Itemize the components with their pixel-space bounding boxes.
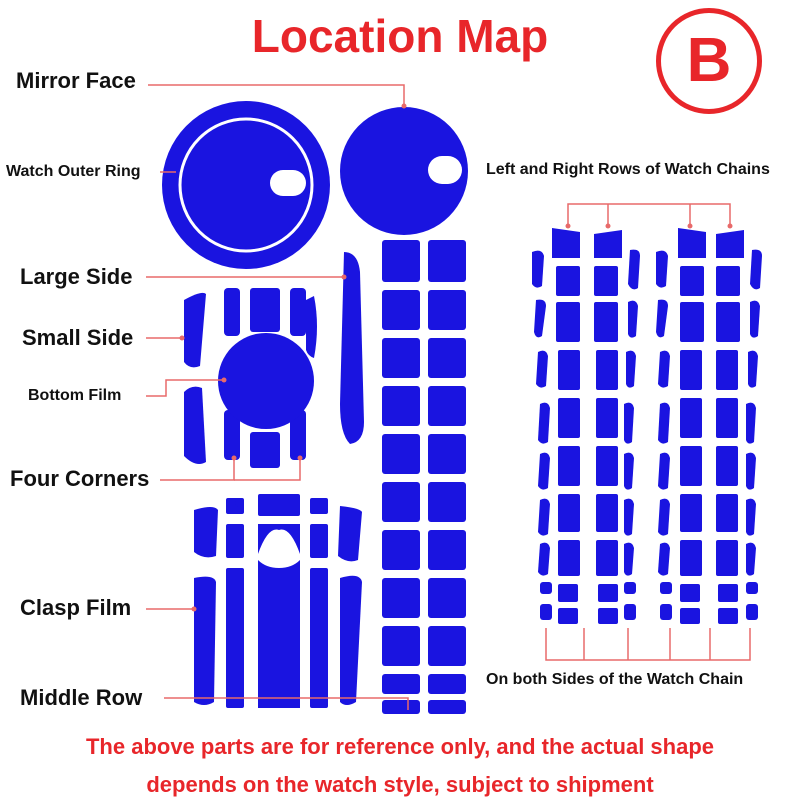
bottom-film-piece — [218, 333, 314, 429]
mirror-face-piece — [340, 107, 468, 235]
label-watch-outer-ring: Watch Outer Ring — [6, 163, 141, 180]
footer-note-line-1: The above parts are for reference only, and the actual shape — [85, 734, 715, 759]
label-left-right-rows: Left and Right Rows of Watch Chains — [486, 161, 770, 178]
label-bottom-film: Bottom Film — [28, 387, 122, 404]
label-mirror-face: Mirror Face — [16, 68, 136, 93]
label-small-side: Small Side — [22, 325, 134, 350]
watch-chain-pieces — [532, 228, 762, 624]
label-middle-row: Middle Row — [20, 685, 143, 710]
page-title: Location Map — [251, 10, 549, 62]
label-four-corners: Four Corners — [10, 466, 150, 491]
label-clasp-film: Clasp Film — [20, 595, 132, 620]
clasp-film-pieces — [194, 494, 362, 708]
large-side-piece — [340, 252, 364, 444]
label-both-sides: On both Sides of the Watch Chain — [486, 671, 744, 688]
label-large-side: Large Side — [20, 264, 133, 289]
watch-outer-ring-piece — [162, 101, 330, 269]
variant-badge: B — [656, 8, 762, 114]
middle-column-pieces — [382, 240, 466, 714]
footer-note-line-2: depends on the watch style, subject to shipment — [146, 772, 654, 797]
